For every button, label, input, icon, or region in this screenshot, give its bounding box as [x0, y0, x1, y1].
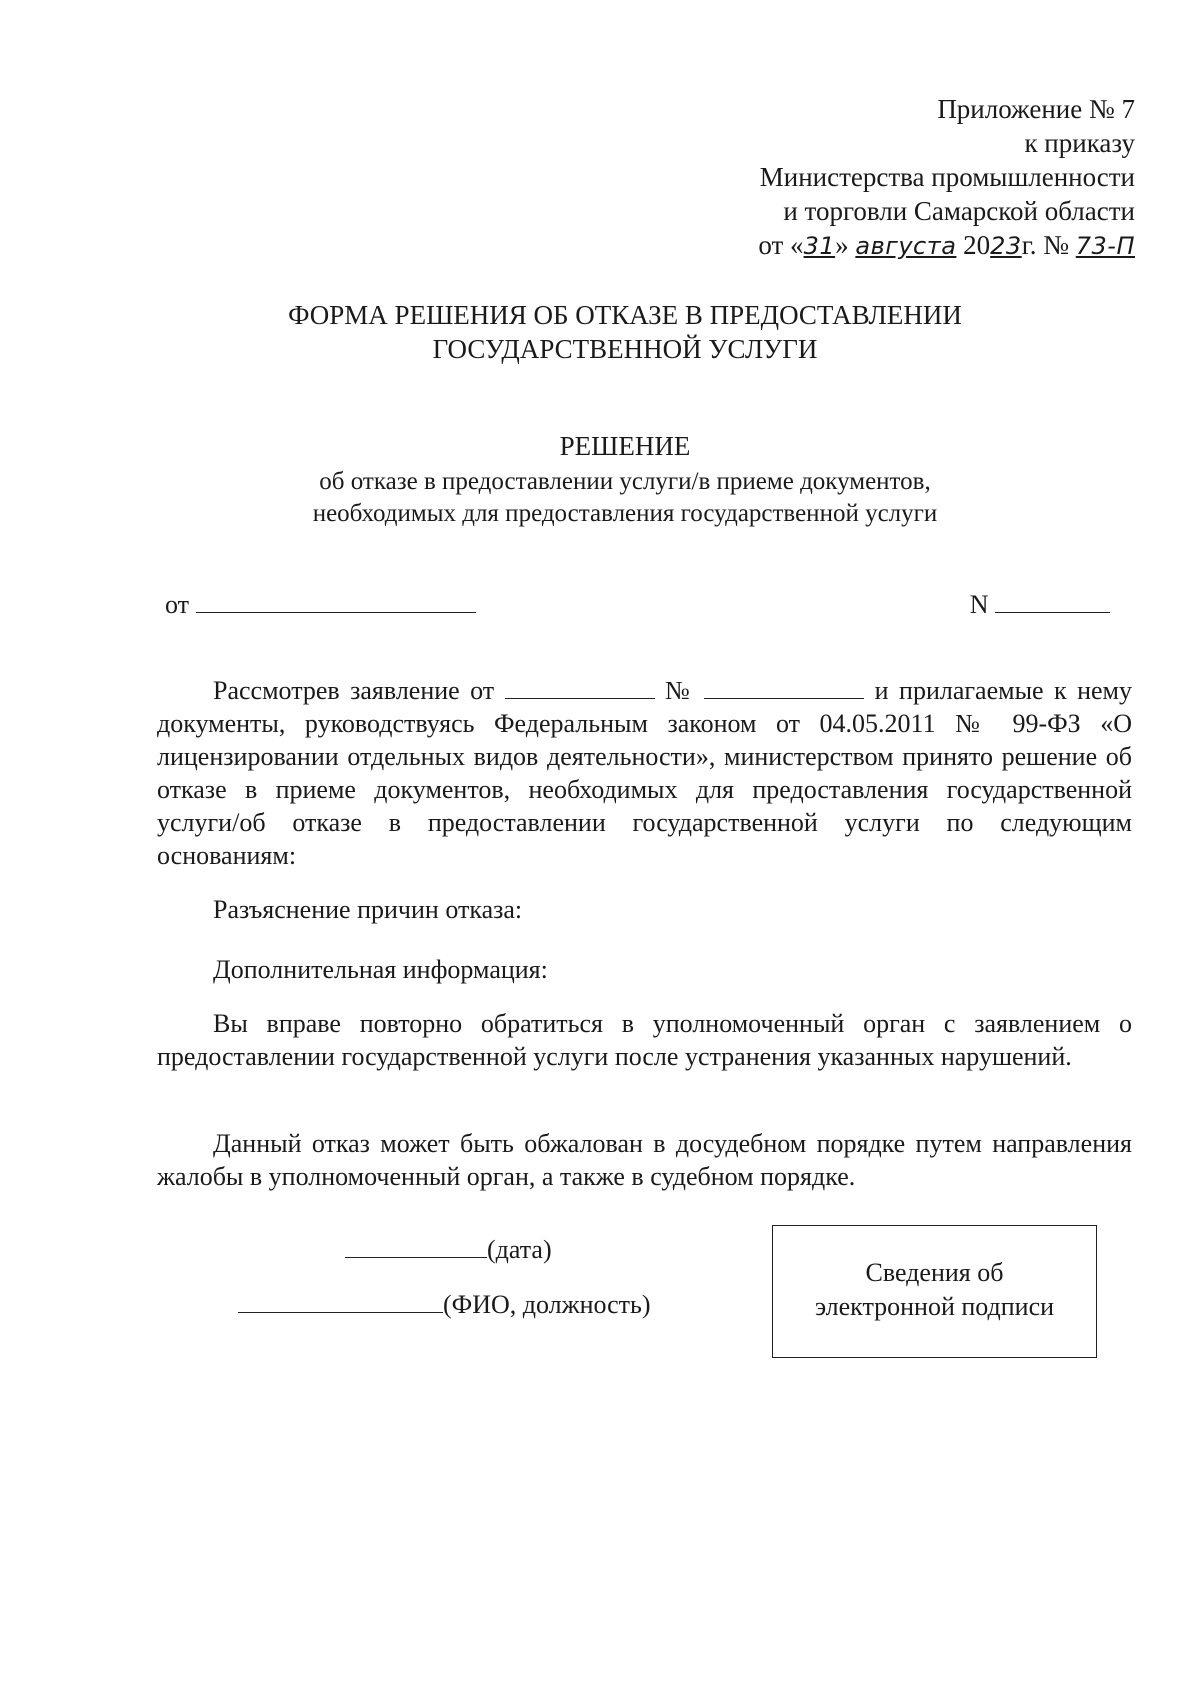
electronic-signature-box [772, 1225, 1097, 1358]
decision-subtitle-1: об отказе в предоставлении услуги/в приеме документов, [319, 468, 931, 495]
signature-fio [238, 1290, 651, 1320]
number-blank [995, 592, 1110, 613]
paragraph-considered [157, 674, 1132, 872]
year-prefix: 20 [963, 230, 991, 260]
appendix-header [615, 92, 1135, 263]
appendix-region: и торговли Самарской области [783, 196, 1135, 226]
handwritten-day: 31 [803, 232, 836, 260]
paragraph-reasons: Разъяснение причин отказа: [213, 895, 523, 924]
handwritten-year: 23 [990, 232, 1022, 260]
year-after: г. № [1021, 230, 1069, 260]
appendix-to-order: к приказу [1024, 128, 1135, 158]
paragraph-additional-info: Дополнительная информация: [213, 955, 548, 984]
from-label: от [165, 590, 190, 619]
application-date-blank [505, 678, 655, 699]
paragraph-reapply: Вы вправе повторно обратиться в уполномоченный орган с заявлением о предоставлении государственной услуги после устранения указанных нарушений. [157, 1009, 1132, 1071]
esig-line2: электронной подписи [814, 1292, 1055, 1321]
signature-fio-label: (ФИО, должность) [443, 1290, 651, 1319]
paragraph-appeal: Данный отказ может быть обжалован в досудебном порядке путем направления жалобы в уполномоченный орган, а также в судебном порядке. [157, 1129, 1132, 1191]
from-date-blank [196, 592, 476, 613]
signature-date-label: (дата) [487, 1235, 552, 1264]
decision-heading-block [0, 430, 1200, 530]
p1-start: Рассмотрев заявление от [213, 676, 495, 705]
signature-date-blank [345, 1237, 487, 1258]
p1-number-sign: № [665, 676, 694, 705]
decision-subtitle-2: необходимых для предоставления государственной услуги [312, 500, 938, 527]
signature-date [345, 1235, 552, 1265]
form-title-line2: ГОСУДАРСТВЕННОЙ УСЛУГИ [432, 334, 818, 364]
number-label: N [969, 590, 989, 619]
signature-fio-blank [238, 1292, 443, 1313]
form-title-line1: ФОРМА РЕШЕНИЯ ОБ ОТКАЗЕ В ПРЕДОСТАВЛЕНИИ [288, 300, 962, 330]
handwritten-order-number: 73-П [1075, 232, 1135, 260]
esig-line1: Сведения об [865, 1258, 1004, 1287]
application-number-blank [704, 678, 864, 699]
decision-heading: РЕШЕНИЕ [559, 431, 691, 461]
handwritten-month: августа [855, 232, 957, 260]
p1-rest: и прилагаемые к нему документы, руководствуясь Федеральным законом от 04.05.2011 № 99-ФЗ «О лицензировании отдельных видов деятельности», министерством принято решение об отказе в приеме документов, необходимых для предоставления государственной услуги/об отказе в предоставлении государственной услуги по следующим основаниям: [157, 676, 1132, 870]
appendix-date-line [615, 228, 1135, 263]
appendix-number: Приложение № 7 [937, 94, 1135, 124]
from-date-line [165, 590, 476, 620]
date-prefix: от « [758, 230, 804, 260]
appendix-ministry: Министерства промышленности [759, 162, 1135, 192]
number-line [970, 590, 1110, 620]
form-title [0, 298, 1200, 366]
date-mid: » [835, 230, 849, 260]
